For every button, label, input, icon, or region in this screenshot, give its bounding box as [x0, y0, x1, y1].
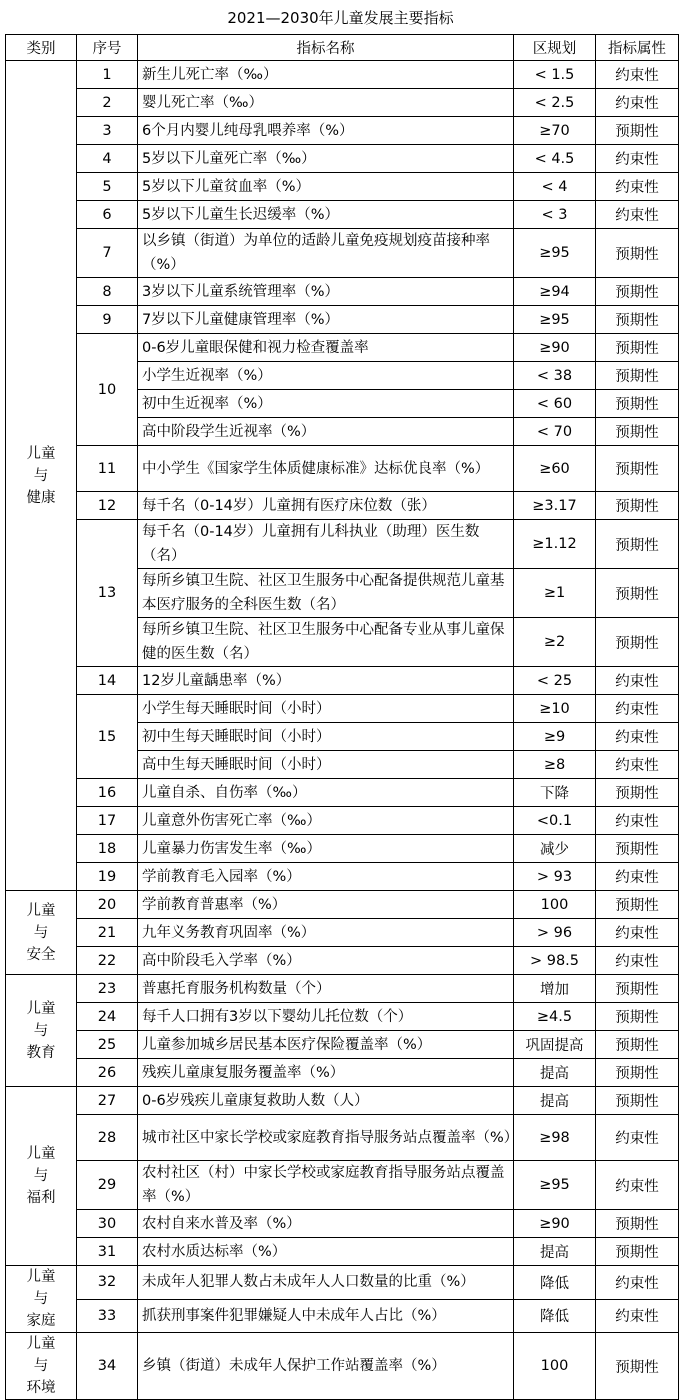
- indicator-table: [5, 34, 679, 1400]
- seq-cell: 4: [77, 145, 138, 173]
- target-value: ≥95: [514, 229, 596, 278]
- target-value: 降低: [514, 1266, 596, 1300]
- indicator-attribute: 预期性: [596, 975, 679, 1003]
- table-row: [6, 1238, 679, 1266]
- seq-cell: 20: [77, 891, 138, 919]
- indicator-name: 儿童暴力伤害发生率（‰）: [138, 835, 514, 863]
- indicator-attribute: 预期性: [596, 306, 679, 334]
- seq-cell: 27: [77, 1087, 138, 1115]
- target-value: ≥2: [514, 618, 596, 667]
- indicator-name: 每所乡镇卫生院、社区卫生服务中心配备专业从事儿童保健的医生数（名）: [138, 618, 514, 667]
- table-row: [6, 520, 679, 569]
- table-row: [6, 1115, 679, 1161]
- indicator-attribute: 约束性: [596, 723, 679, 751]
- category-cell: 儿童 与 家庭: [6, 1266, 77, 1333]
- table-row: [6, 492, 679, 520]
- seq-cell: 17: [77, 807, 138, 835]
- indicator-name: 学前教育普惠率（%）: [138, 891, 514, 919]
- indicator-attribute: 预期性: [596, 1059, 679, 1087]
- indicator-attribute: 预期性: [596, 117, 679, 145]
- table-title: 2021—2030年儿童发展主要指标: [227, 9, 454, 27]
- seq-cell: 18: [77, 835, 138, 863]
- target-value: 降低: [514, 1299, 596, 1333]
- table-row: [6, 1210, 679, 1238]
- target-value: <0.1: [514, 807, 596, 835]
- table-row: [6, 975, 679, 1003]
- indicator-name: 儿童自杀、自伤率（‰）: [138, 779, 514, 807]
- target-value: ≥90: [514, 334, 596, 362]
- indicator-attribute: 预期性: [596, 618, 679, 667]
- target-value: 100: [514, 1333, 596, 1400]
- indicator-name: 城市社区中家长学校或家庭教育指导服务站点覆盖率（%）: [138, 1115, 514, 1161]
- indicator-name: 中小学生《国家学生体质健康标准》达标优良率（%）: [138, 446, 514, 492]
- indicator-name: 儿童意外伤害死亡率（‰）: [138, 807, 514, 835]
- indicator-attribute: 预期性: [596, 418, 679, 446]
- indicator-name: 高中阶段毛入学率（%）: [138, 947, 514, 975]
- indicator-attribute: 预期性: [596, 390, 679, 418]
- table-row: [6, 919, 679, 947]
- table-row: [6, 779, 679, 807]
- target-value: ≥90: [514, 1210, 596, 1238]
- indicator-name: 高中阶段学生近视率（%）: [138, 418, 514, 446]
- seq-cell: 32: [77, 1266, 138, 1300]
- target-value: ≥3.17: [514, 492, 596, 520]
- seq-cell: 12: [77, 492, 138, 520]
- target-value: < 60: [514, 390, 596, 418]
- table-row: [6, 1031, 679, 1059]
- indicator-name: 6个月内婴儿纯母乳喂养率（%）: [138, 117, 514, 145]
- indicator-name: 农村水质达标率（%）: [138, 1238, 514, 1266]
- indicator-name: 每千名（0-14岁）儿童拥有儿科执业（助理）医生数（名）: [138, 520, 514, 569]
- seq-cell: 31: [77, 1238, 138, 1266]
- indicator-attribute: 预期性: [596, 520, 679, 569]
- target-value: > 96: [514, 919, 596, 947]
- target-value: ≥10: [514, 695, 596, 723]
- table-row: [6, 61, 679, 89]
- seq-cell: 34: [77, 1333, 138, 1400]
- indicator-name: 12岁儿童龋患率（%）: [138, 667, 514, 695]
- category-cell: 儿童 与 环境: [6, 1333, 77, 1400]
- target-value: < 38: [514, 362, 596, 390]
- indicator-attribute: 预期性: [596, 362, 679, 390]
- indicator-name: 残疾儿童康复服务覆盖率（%）: [138, 1059, 514, 1087]
- target-value: > 98.5: [514, 947, 596, 975]
- indicator-attribute: 约束性: [596, 1299, 679, 1333]
- target-value: < 2.5: [514, 89, 596, 117]
- indicator-name: 学前教育毛入园率（%）: [138, 863, 514, 891]
- seq-cell: 8: [77, 278, 138, 306]
- target-value: 增加: [514, 975, 596, 1003]
- indicator-attribute: 约束性: [596, 1266, 679, 1300]
- indicator-attribute: 约束性: [596, 61, 679, 89]
- target-value: 减少: [514, 835, 596, 863]
- indicator-attribute: 约束性: [596, 695, 679, 723]
- indicator-attribute: 约束性: [596, 145, 679, 173]
- seq-cell: 10: [77, 334, 138, 446]
- target-value: < 1.5: [514, 61, 596, 89]
- indicator-attribute: 约束性: [596, 919, 679, 947]
- table-row: [6, 145, 679, 173]
- table-row: [6, 446, 679, 492]
- indicator-name: 乡镇（街道）未成年人保护工作站覆盖率（%）: [138, 1333, 514, 1400]
- target-value: 提高: [514, 1059, 596, 1087]
- category-cell: 儿童 与 健康: [6, 61, 77, 891]
- header-cell: 序号: [77, 35, 138, 61]
- indicator-name: 抓获刑事案件犯罪嫌疑人中未成年人占比（%）: [138, 1299, 514, 1333]
- target-value: ≥60: [514, 446, 596, 492]
- seq-cell: 3: [77, 117, 138, 145]
- indicator-name: 每千人口拥有3岁以下婴幼儿托位数（个）: [138, 1003, 514, 1031]
- indicator-name: 农村自来水普及率（%）: [138, 1210, 514, 1238]
- indicator-attribute: 预期性: [596, 446, 679, 492]
- indicator-name: 小学生每天睡眠时间（小时）: [138, 695, 514, 723]
- indicator-attribute: 预期性: [596, 569, 679, 618]
- seq-cell: 13: [77, 520, 138, 667]
- indicator-attribute: 预期性: [596, 1333, 679, 1400]
- indicator-name: 3岁以下儿童系统管理率（%）: [138, 278, 514, 306]
- table-row: [6, 229, 679, 278]
- table-row: [6, 1333, 679, 1400]
- indicator-name: 0-6岁儿童眼保健和视力检查覆盖率: [138, 334, 514, 362]
- indicator-attribute: 预期性: [596, 835, 679, 863]
- indicator-attribute: 约束性: [596, 201, 679, 229]
- table-row: [6, 1266, 679, 1300]
- header-cell: 指标属性: [596, 35, 679, 61]
- table-row: [6, 201, 679, 229]
- seq-cell: 23: [77, 975, 138, 1003]
- table-row: [6, 306, 679, 334]
- target-value: ≥70: [514, 117, 596, 145]
- target-value: > 93: [514, 863, 596, 891]
- target-value: ≥8: [514, 751, 596, 779]
- seq-cell: 9: [77, 306, 138, 334]
- table-row: [6, 1003, 679, 1031]
- indicator-attribute: 预期性: [596, 1031, 679, 1059]
- header-cell: 指标名称: [138, 35, 514, 61]
- target-value: < 4: [514, 173, 596, 201]
- indicator-name: 农村社区（村）中家长学校或家庭教育指导服务站点覆盖率（%）: [138, 1161, 514, 1210]
- indicator-name: 初中生近视率（%）: [138, 390, 514, 418]
- indicator-name: 儿童参加城乡居民基本医疗保险覆盖率（%）: [138, 1031, 514, 1059]
- table-row: [6, 334, 679, 362]
- indicator-attribute: 预期性: [596, 334, 679, 362]
- indicator-name: 5岁以下儿童贫血率（%）: [138, 173, 514, 201]
- table-row: [6, 117, 679, 145]
- table-row: [6, 1299, 679, 1333]
- seq-cell: 7: [77, 229, 138, 278]
- table-row: [6, 89, 679, 117]
- indicator-attribute: 约束性: [596, 947, 679, 975]
- target-value: < 3: [514, 201, 596, 229]
- seq-cell: 29: [77, 1161, 138, 1210]
- target-value: < 70: [514, 418, 596, 446]
- seq-cell: 14: [77, 667, 138, 695]
- indicator-attribute: 约束性: [596, 863, 679, 891]
- table-row: [6, 1059, 679, 1087]
- indicator-name: 每千名（0-14岁）儿童拥有医疗床位数（张）: [138, 492, 514, 520]
- target-value: ≥94: [514, 278, 596, 306]
- table-row: [6, 947, 679, 975]
- indicator-attribute: 约束性: [596, 1161, 679, 1210]
- indicator-name: 高中生每天睡眠时间（小时）: [138, 751, 514, 779]
- header-cell: 区规划: [514, 35, 596, 61]
- indicator-name: 新生儿死亡率（‰）: [138, 61, 514, 89]
- table-row: [6, 695, 679, 723]
- seq-cell: 26: [77, 1059, 138, 1087]
- indicator-name: 每所乡镇卫生院、社区卫生服务中心配备提供规范儿童基本医疗服务的全科医生数（名）: [138, 569, 514, 618]
- seq-cell: 21: [77, 919, 138, 947]
- target-value: 提高: [514, 1087, 596, 1115]
- seq-cell: 33: [77, 1299, 138, 1333]
- indicator-attribute: 约束性: [596, 173, 679, 201]
- seq-cell: 19: [77, 863, 138, 891]
- target-value: ≥4.5: [514, 1003, 596, 1031]
- indicator-attribute: 预期性: [596, 1003, 679, 1031]
- target-value: ≥95: [514, 306, 596, 334]
- indicator-attribute: 约束性: [596, 751, 679, 779]
- table-row: [6, 891, 679, 919]
- indicator-attribute: 预期性: [596, 1238, 679, 1266]
- indicator-name: 小学生近视率（%）: [138, 362, 514, 390]
- target-value: ≥9: [514, 723, 596, 751]
- table-row: [6, 1087, 679, 1115]
- indicator-name: 5岁以下儿童生长迟缓率（%）: [138, 201, 514, 229]
- seq-cell: 6: [77, 201, 138, 229]
- indicator-attribute: 预期性: [596, 1087, 679, 1115]
- indicator-name: 普惠托育服务机构数量（个）: [138, 975, 514, 1003]
- seq-cell: 24: [77, 1003, 138, 1031]
- category-cell: 儿童 与 安全: [6, 891, 77, 975]
- target-value: 100: [514, 891, 596, 919]
- seq-cell: 25: [77, 1031, 138, 1059]
- indicator-attribute: 约束性: [596, 807, 679, 835]
- category-cell: 儿童 与 教育: [6, 975, 77, 1087]
- indicator-name: 未成年人犯罪人数占未成年人人口数量的比重（%）: [138, 1266, 514, 1300]
- indicator-attribute: 预期性: [596, 229, 679, 278]
- indicator-attribute: 预期性: [596, 1210, 679, 1238]
- table-row: [6, 667, 679, 695]
- indicator-attribute: 预期性: [596, 492, 679, 520]
- indicator-attribute: 约束性: [596, 89, 679, 117]
- seq-cell: 5: [77, 173, 138, 201]
- header-row: [6, 35, 679, 61]
- indicator-name: 初中生每天睡眠时间（小时）: [138, 723, 514, 751]
- indicator-name: 0-6岁残疾儿童康复救助人数（人）: [138, 1087, 514, 1115]
- target-value: < 25: [514, 667, 596, 695]
- table-row: [6, 1161, 679, 1210]
- indicator-attribute: 约束性: [596, 667, 679, 695]
- header-cell: 类别: [6, 35, 77, 61]
- target-value: ≥1: [514, 569, 596, 618]
- target-value: 巩固提高: [514, 1031, 596, 1059]
- indicator-attribute: 预期性: [596, 278, 679, 306]
- target-value: ≥98: [514, 1115, 596, 1161]
- indicator-name: 以乡镇（街道）为单位的适龄儿童免疫规划疫苗接种率（%）: [138, 229, 514, 278]
- target-value: 下降: [514, 779, 596, 807]
- indicator-name: 5岁以下儿童死亡率（‰）: [138, 145, 514, 173]
- indicator-name: 九年义务教育巩固率（%）: [138, 919, 514, 947]
- seq-cell: 15: [77, 695, 138, 779]
- table-row: [6, 807, 679, 835]
- seq-cell: 1: [77, 61, 138, 89]
- table-row: [6, 863, 679, 891]
- table-row: [6, 835, 679, 863]
- indicator-name: 7岁以下儿童健康管理率（%）: [138, 306, 514, 334]
- indicator-attribute: 预期性: [596, 891, 679, 919]
- target-value: 提高: [514, 1238, 596, 1266]
- seq-cell: 11: [77, 446, 138, 492]
- indicator-name: 婴儿死亡率（‰）: [138, 89, 514, 117]
- table-row: [6, 173, 679, 201]
- seq-cell: 16: [77, 779, 138, 807]
- seq-cell: 2: [77, 89, 138, 117]
- target-value: ≥95: [514, 1161, 596, 1210]
- seq-cell: 28: [77, 1115, 138, 1161]
- indicator-attribute: 约束性: [596, 1115, 679, 1161]
- seq-cell: 22: [77, 947, 138, 975]
- seq-cell: 30: [77, 1210, 138, 1238]
- category-cell: 儿童 与 福利: [6, 1087, 77, 1266]
- target-value: ≥1.12: [514, 520, 596, 569]
- target-value: < 4.5: [514, 145, 596, 173]
- indicator-attribute: 预期性: [596, 779, 679, 807]
- table-row: [6, 278, 679, 306]
